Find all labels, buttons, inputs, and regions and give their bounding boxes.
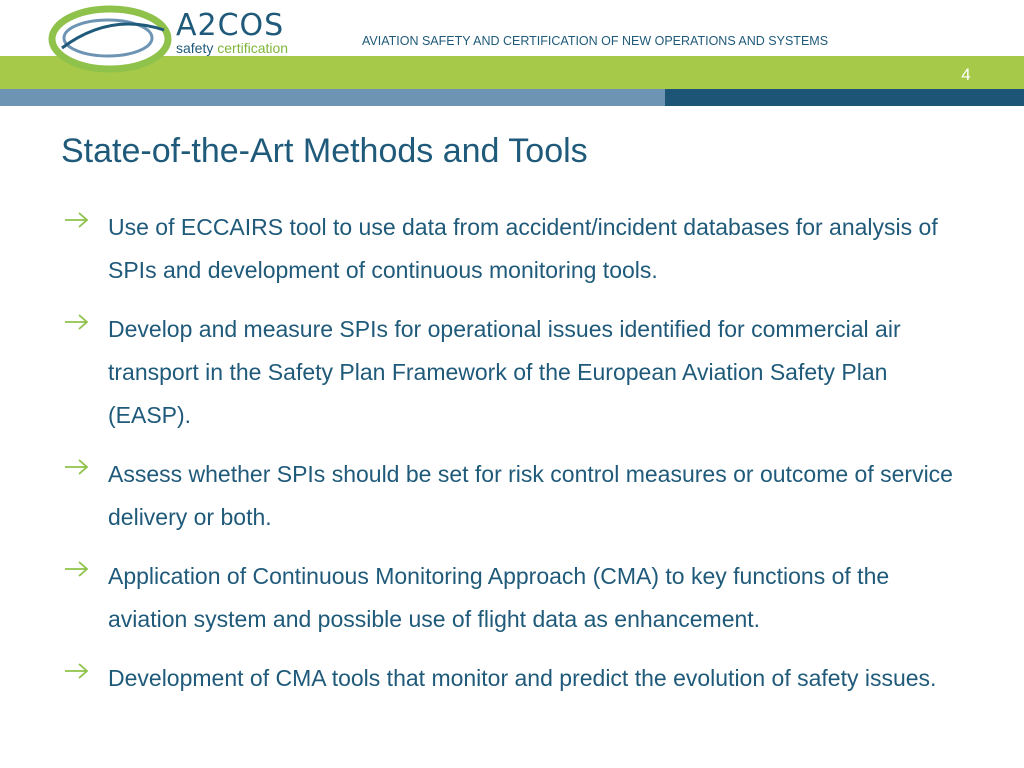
bullet-item bbox=[62, 555, 962, 641]
bullet-item bbox=[62, 308, 962, 437]
bullet-text: Use of ECCAIRS tool to use data from accident/incident databases for analysis of SPIs and development of continuous monitoring tools. bbox=[108, 214, 938, 283]
bullet-text: Assess whether SPIs should be set for risk control measures or outcome of service delivery or both. bbox=[108, 461, 953, 530]
header-blue-dark-bar bbox=[665, 89, 1024, 106]
arrow-right-icon bbox=[64, 458, 90, 476]
bullet-list bbox=[62, 206, 962, 716]
slide-title: State-of-the-Art Methods and Tools bbox=[61, 132, 588, 170]
page-number: 4 bbox=[961, 65, 971, 84]
bullet-text: Development of CMA tools that monitor and predict the evolution of safety issues. bbox=[108, 665, 937, 691]
slide-header bbox=[0, 0, 1024, 106]
bullet-item bbox=[62, 657, 962, 700]
logo-tagline-safety: safety bbox=[176, 40, 214, 56]
arrow-right-icon bbox=[64, 662, 90, 680]
a2cos-logo bbox=[48, 2, 308, 74]
arrow-right-icon bbox=[64, 211, 90, 229]
logo-tagline-certification: certification bbox=[217, 40, 289, 56]
bullet-item bbox=[62, 453, 962, 539]
header-blue-light-bar bbox=[0, 89, 665, 106]
logo-wordmark: A2COS bbox=[176, 8, 285, 43]
bullet-text: Develop and measure SPIs for operational issues identified for commercial air transport in the Safety Plan Framework of the European Aviation Safety Plan (EASP). bbox=[108, 316, 901, 428]
bullet-text: Application of Continuous Monitoring Approach (CMA) to key functions of the aviation system and possible use of flight data as enhancement. bbox=[108, 563, 890, 632]
header-subtitle: AVIATION SAFETY AND CERTIFICATION OF NEW OPERATIONS AND SYSTEMS bbox=[362, 34, 829, 48]
logo-tagline bbox=[176, 40, 288, 56]
arrow-right-icon bbox=[64, 560, 90, 578]
arrow-right-icon bbox=[64, 313, 90, 331]
bullet-item bbox=[62, 206, 962, 292]
logo-ellipse-icon bbox=[48, 2, 178, 74]
